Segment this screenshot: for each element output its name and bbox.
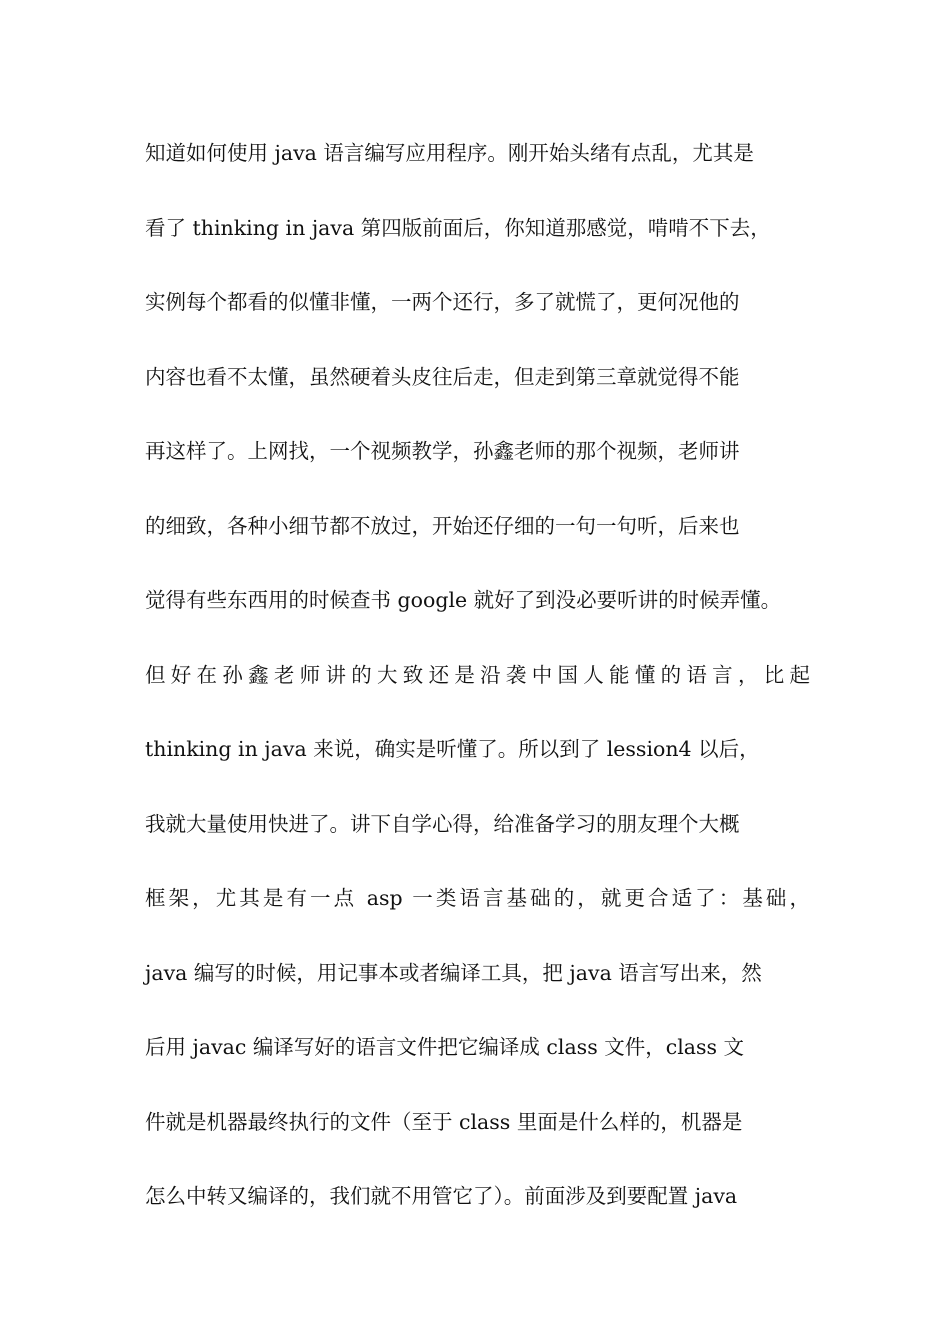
text-line-9: thinking in java 来说，确实是听懂了。所以到了 lession4 以后， [145,737,760,761]
text-line-2: 看了 thinking in java 第四版前面后，你知道那感觉，啃啃不下去， [145,215,771,240]
text-line-12: java 编写的时候，用记事本或者编译工具，把 java 语言写出来，然 [145,960,762,985]
text-line-11: 框架，尤其是有一点 asp 一类语言基础的，就更合适了：基础， [145,886,810,910]
text-line-4: 内容也看不太懂，虽然硬着头皮往后走，但走到第三章就觉得不能 [145,364,740,389]
text-line-8: 但好在孙鑫老师讲的大致还是沿袭中国人能懂的语言，比起 [145,662,810,687]
paragraph [145,133,810,1251]
text-line-6: 的细致，各种小细节都不放过，开始还仔细的一句一句听，后来也 [145,513,740,538]
text-line-5: 再这样了。上网找，一个视频教学，孙鑫老师的那个视频，老师讲 [145,439,740,463]
text-line-1: 知道如何使用 java 语言编写应用程序。刚开始头绪有点乱，尤其是 [145,141,754,165]
text-line-10: 我就大量使用快进了。讲下自学心得，给准备学习的朋友理个大概 [145,811,740,836]
text-line-13: 后用 javac 编译写好的语言文件把它编译成 class 文件，class 文 [145,1035,745,1059]
text-line-3: 实例每个都看的似懂非懂，一两个还行，多了就慌了，更何况他的 [145,290,740,314]
text-line-15: 怎么中转又编译的，我们就不用管它了）。前面涉及到要配置 java [145,1184,738,1208]
text-line-14: 件就是机器最终执行的文件（至于 class 里面是什么样的，机器是 [145,1109,743,1134]
text-line-7: 觉得有些东西用的时候查书 google 就好了到没必要听讲的时候弄懂。 [145,588,782,612]
